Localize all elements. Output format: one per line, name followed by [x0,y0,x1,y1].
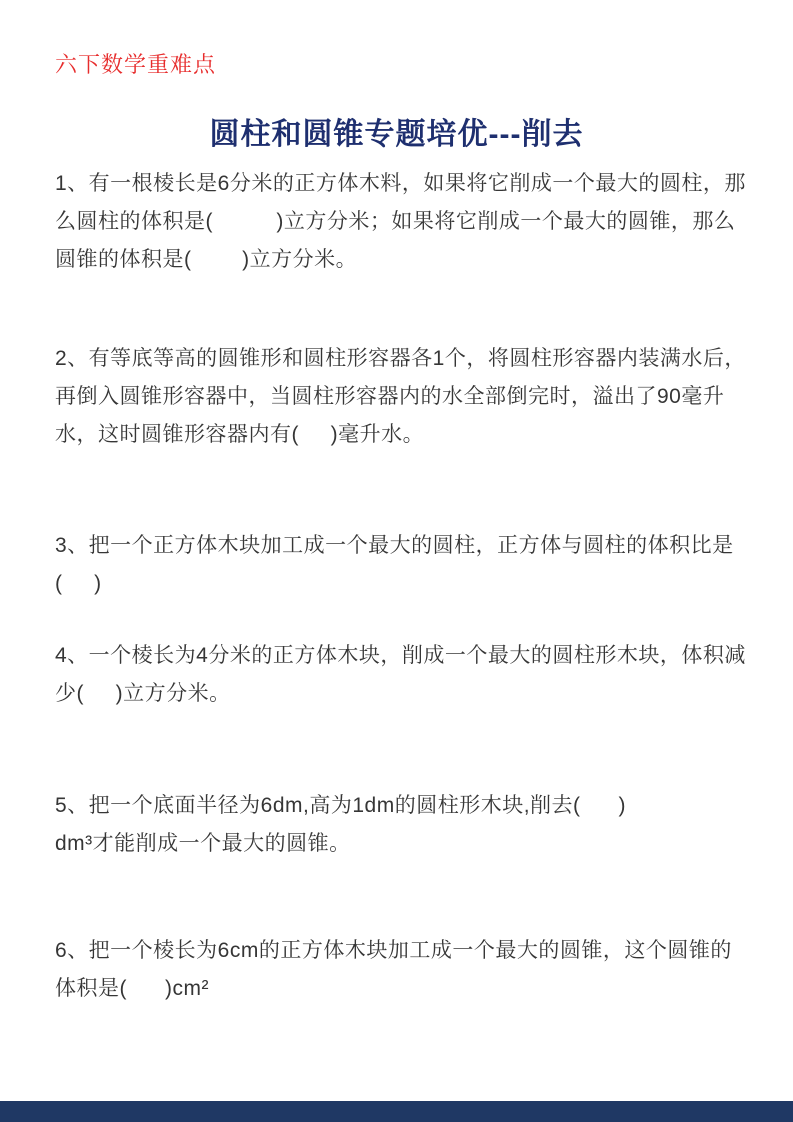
problem-1-line-3: 圆锥的体积是( )立方分米。 [55,248,358,271]
problem-5-line-1: 5、把一个底面半径为6dm,高为1dm的圆柱形木块,削去( ) [55,794,627,817]
problem-3 [55,527,738,603]
footer-bar [0,1101,793,1122]
watermark-label: 六下数学重难点 [55,52,217,77]
problem-2 [55,340,746,454]
problem-3-line-1: 3、把一个正方体木块加工成一个最大的圆柱，正方体与圆柱的体积比是 [55,534,734,557]
problem-4-line-1: 4、一个棱长为4分米的正方体木块，削成一个最大的圆柱形木块，体积减 [55,644,746,667]
problem-3-line-2: ( ) [55,572,102,595]
problem-1 [55,165,746,279]
problem-2-line-2: 再倒入圆锥形容器中，当圆柱形容器内的水全部倒完时，溢出了90毫升 [55,385,725,408]
problem-5 [55,787,738,863]
page-title: 圆柱和圆锥专题培优---削去 [209,118,584,151]
problem-6-line-1: 6、把一个棱长为6cm的正方体木块加工成一个最大的圆锥，这个圆锥的 [55,939,732,962]
page-content [0,52,793,1008]
problem-6-line-2: 体积是( )cm² [55,977,209,1000]
problem-4 [55,637,746,713]
problem-5-line-2: dm³才能削成一个最大的圆锥。 [55,832,351,855]
problem-4-line-2: 少( )立方分米。 [55,682,231,705]
problem-2-line-3: 水，这时圆锥形容器内有( )毫升水。 [55,423,425,446]
problem-1-line-2: 么圆柱的体积是( )立方分米；如果将它削成一个最大的圆锥，那么 [55,210,736,233]
problem-1-line-1: 1、有一根棱长是6分米的正方体木料，如果将它削成一个最大的圆柱，那 [55,172,746,195]
problem-6 [55,932,738,1008]
problem-2-line-1: 2、有等底等高的圆锥形和圆柱形容器各1个，将圆柱形容器内装满水后， [55,347,746,370]
